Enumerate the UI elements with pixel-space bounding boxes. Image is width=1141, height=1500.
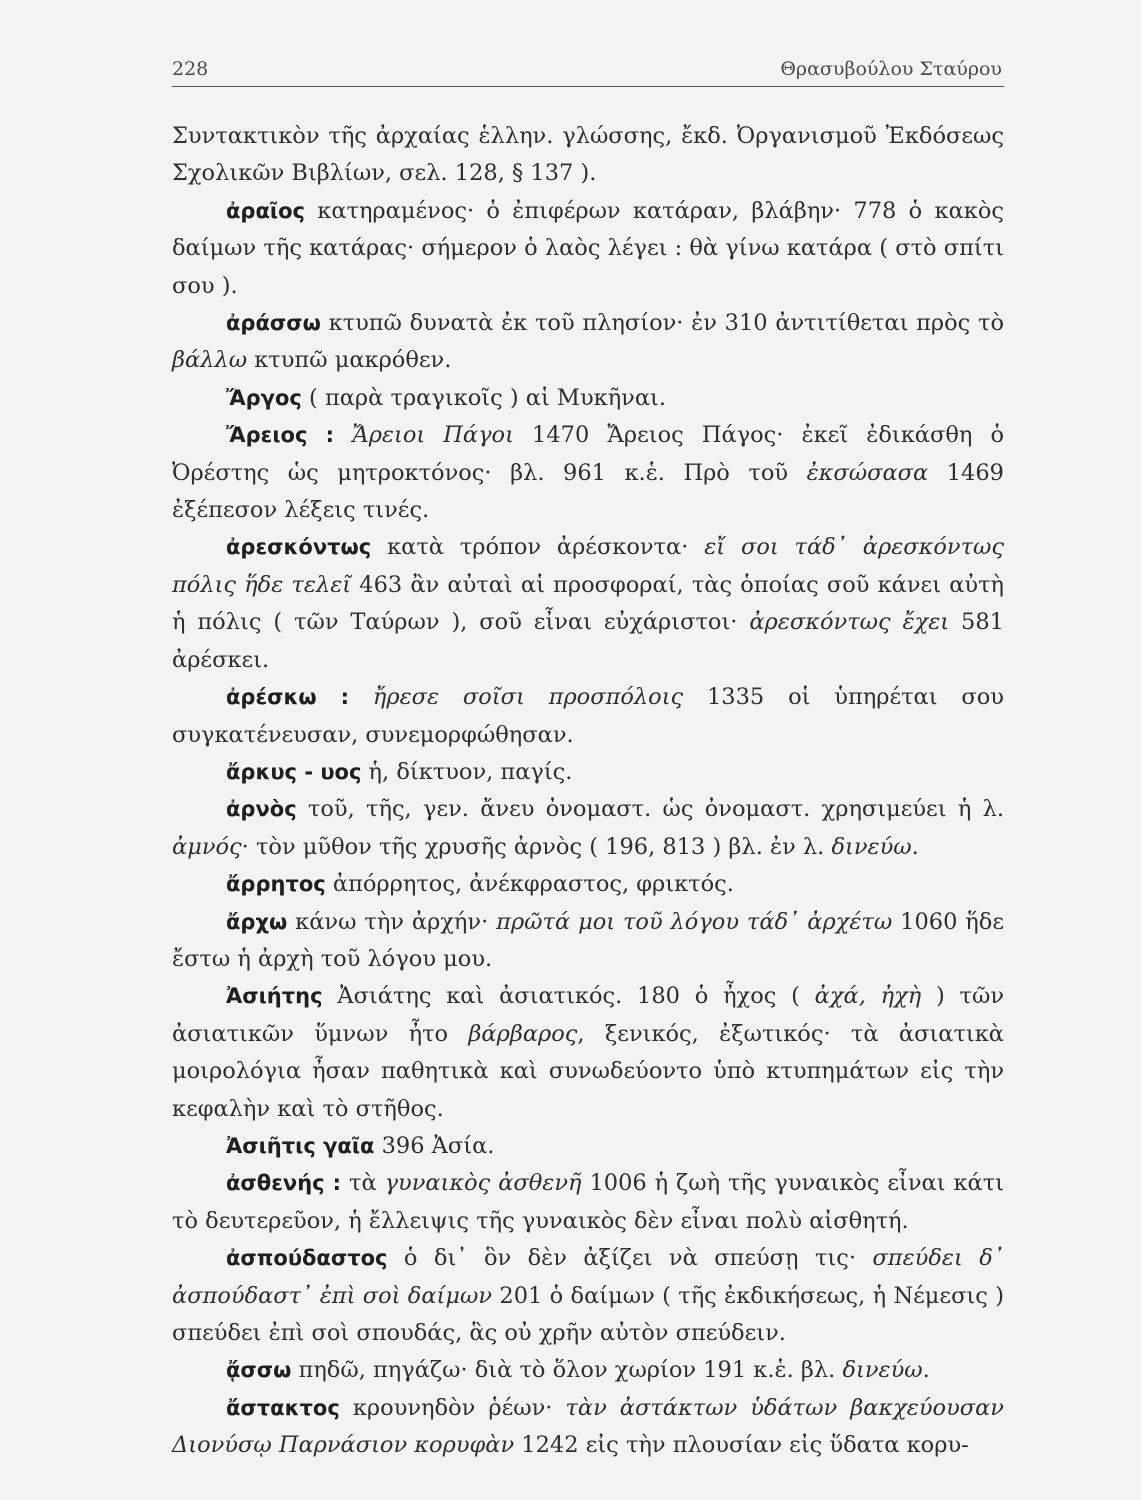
glossary-entry: [172, 978, 1004, 1128]
entry-headword: ᾄσσω: [226, 1358, 292, 1383]
entry-text: [349, 684, 373, 710]
entry-text: 581 ἀρέσκει.: [172, 609, 1004, 673]
entry-quotation: ἀρεσκόντως ἔχει: [749, 609, 950, 636]
entry-text: κατὰ τρόπον ἀρέσκοντα·: [371, 534, 705, 561]
entry-headword: ἀσπούδαστος: [226, 1246, 388, 1271]
entry-text: ὁ δι᾽ ὃν δὲν ἀξίζει νὰ σπεύσῃ τις·: [387, 1245, 873, 1272]
glossary-entry: [172, 1128, 1004, 1165]
entry-text: .: [922, 1357, 930, 1384]
entry-headword: Ἄρειος :: [226, 423, 335, 448]
entry-headword: ἀσθενής :: [226, 1171, 342, 1196]
glossary-entry: [172, 1390, 1004, 1465]
entry-text: 463 ἂν αὐταὶ αἱ προσφοραί, τὰς ὁποίας σοῦ κάνει αὐτὴ ἡ πόλις ( τῶν Ταύρων ), σοῦ εἶναι εὐχάριστοι·: [172, 571, 1004, 636]
glossary-entry: [172, 791, 1004, 866]
entry-headword: ἀραῖος: [226, 198, 305, 223]
glossary-entry: [172, 1352, 1004, 1389]
glossary-entry: [172, 904, 1004, 979]
entry-text: πηδῶ, πηγάζω· διὰ τὸ ὅλον χωρίον 191 κ.ἑ. βλ.: [291, 1357, 843, 1384]
entry-quotation: εἴ σοι τάδ᾽ ἀρεσκόντως πόλις ἥδε τελεῖ: [172, 534, 1005, 598]
entry-headword: Ἀσιῆτις γαῖα: [226, 1133, 375, 1158]
header-rule: [172, 86, 1004, 87]
entry-text: Ἀσιάτης καὶ ἀσιατικός. 180 ὁ ἦχος (: [322, 983, 815, 1010]
entry-text: , ξενικός, ἐξωτικός· τὰ ἀσιατικὰ μοιρολόγια ἦσαν παθητικὰ καὶ συνωδεύοντο ὑπὸ κτυπημάτων εἰς τὴν κεφαλὴν καὶ τὸ στῆθος.: [172, 1020, 1004, 1122]
entry-headword: ἀρέσκω :: [226, 685, 350, 710]
entry-headword: Ἄργος: [226, 385, 302, 410]
entry-text: 1060 ἥδε ἔστω ἡ ἀρχὴ τοῦ λόγου μου.: [172, 908, 1004, 972]
entry-headword: ἄρχω: [226, 909, 288, 934]
page-number: 228: [172, 58, 209, 80]
entry-text: Συντακτικὸν τῆς ἀρχαίας ἑλλην. γλώσσης, ἔκδ. Ὀργανισμοῦ Ἐκδόσεως Σχολικῶν Βιβλίων, σελ. 128, § 137 ).: [172, 123, 1004, 187]
entry-text: ἀπόρρητος, ἀνέκφραστος, φρικτός.: [325, 871, 734, 898]
entry-text: · τὸν μῦθον τῆς χρυσῆς ἀρνὸς ( 196, 813 ) βλ. ἐν λ.: [241, 833, 832, 860]
entry-quotation: Ἄρειοι Πάγοι: [352, 422, 514, 449]
entry-text: ( παρὰ τραγικοῖς ) αἱ Μυκῆναι.: [301, 384, 667, 411]
glossary-entry: [172, 679, 1004, 754]
glossary-entry: [172, 866, 1004, 903]
entry-text: 1006 ἡ ζωὴ τῆς γυναικὸς εἶναι κάτι τὸ δευτερεῦον, ἡ ἔλλειψις τῆς γυναικὸς δὲν εἶναι πολὺ αἰσθητή.: [172, 1170, 1004, 1234]
glossary-entry: [172, 1165, 1004, 1240]
glossary-entry: [172, 754, 1004, 791]
entry-text: 1470 Ἄρειος Πάγος· ἐκεῖ ἐδικάσθη ὁ Ὀρέστης ὡς μητροκτόνος· βλ. 961 κ.ἑ. Πρὸ τοῦ: [172, 422, 1004, 486]
entry-text: κάνω τὴν ἀρχήν·: [287, 908, 497, 935]
entry-quotation: βάρβαρος: [468, 1020, 578, 1047]
entry-text: κτυπῶ μακρόθεν.: [247, 347, 452, 374]
glossary-entry: [172, 529, 1004, 679]
entry-quotation: δινεύω: [842, 1357, 923, 1384]
entry-text: τὰ: [341, 1170, 385, 1197]
entry-text: ) τῶν ἀσιατικῶν ὕμνων ἦτο: [172, 983, 1005, 1047]
glossary-entry: [172, 193, 1004, 305]
entry-headword: ἄστακτος: [226, 1395, 340, 1420]
entry-text: τοῦ, τῆς, γεν. ἄνευ ὀνομαστ. ὡς ὀνομαστ. χρησιμεύει ἡ λ.: [296, 796, 1004, 823]
entry-quotation: ἐκσώσασα: [806, 459, 929, 486]
entry-text: κτυπῶ δυνατὰ ἐκ τοῦ πλησίον· ἐν 310 ἀντιτίθεται πρὸς τὸ: [320, 310, 1004, 337]
glossary-entry: [172, 380, 1004, 417]
entry-quotation: ἀχά, ἠχὴ: [814, 983, 922, 1010]
entry-quotation: γυναικὸς ἀσθενῆ: [384, 1170, 582, 1197]
running-title: Θρασυβούλου Σταύρου: [780, 58, 1002, 80]
entry-text: κατηραμένος· ὁ ἐπιφέρων κατάραν, βλάβην· 778 ὁ κακὸς δαίμων τῆς κατάρας· σήμερον ὁ λαὸς λέγει : θὰ γίνω κατάρα ( στὸ σπίτι σου ).: [172, 197, 1004, 299]
entry-text: 1335 οἱ ὑπηρέται σου συγκατένευσαν, συνεμορφώθησαν.: [172, 684, 1004, 748]
entry-quotation: ἀμνός: [172, 833, 242, 860]
entry-quotation: βάλλω: [172, 347, 248, 374]
entry-text: .: [911, 833, 919, 860]
running-header: [172, 58, 1002, 88]
entry-text: 396 Ἀσία.: [374, 1132, 495, 1159]
entry-quotation: ἤρεσε σοῖσι προσπόλοις: [372, 684, 684, 711]
entry-continuation: [172, 118, 1004, 193]
entry-quotation: πρῶτά μοι τοῦ λόγου τάδ᾽ ἀρχέτω: [496, 908, 893, 935]
entry-text: 1469 ἐξέπεσον λέξεις τινές.: [172, 459, 1004, 524]
entry-quotation: σπεύδει δ᾽ ἀσπούδαστ᾽ ἐπὶ σοὶ δαίμων: [172, 1245, 1004, 1309]
entry-text: 1242 εἰς τὴν πλουσίαν εἰς ὕδατα κορυ-: [514, 1432, 969, 1459]
glossary-entry: [172, 305, 1004, 380]
entry-quotation: τὰν ἀστάκτων ὑδάτων βακχεύουσαν Διονύσῳ Παρνάσιον κορυφὰν: [172, 1394, 1004, 1459]
entry-text: ἡ, δίκτυον, παγίς.: [361, 758, 573, 785]
entry-text: 201 ὁ δαίμων ( τῆς ἐκδικήσεως, ἡ Νέμεσις ) σπεύδει ἐπὶ σοὶ σπουδάς, ἃς οὐ χρῆν αὐτὸν σπεύδειν.: [172, 1282, 1004, 1346]
entry-text: [334, 422, 352, 448]
entry-headword: ἄρρητος: [226, 872, 326, 897]
entry-text: κρουνηδὸν ῥέων·: [339, 1394, 566, 1421]
entry-headword: ἀράσσω: [226, 311, 321, 336]
entry-headword: ἄρκυς - υος: [226, 759, 362, 784]
entry-headword: ἀρνὸς: [226, 797, 297, 822]
glossary-entry: [172, 1240, 1004, 1352]
glossary-entry: [172, 417, 1004, 529]
glossary-body: [172, 118, 1004, 1465]
entry-headword: Ἀσιήτης: [226, 984, 323, 1009]
entry-headword: ἀρεσκόντως: [226, 535, 372, 560]
entry-quotation: δινεύω: [831, 833, 912, 860]
